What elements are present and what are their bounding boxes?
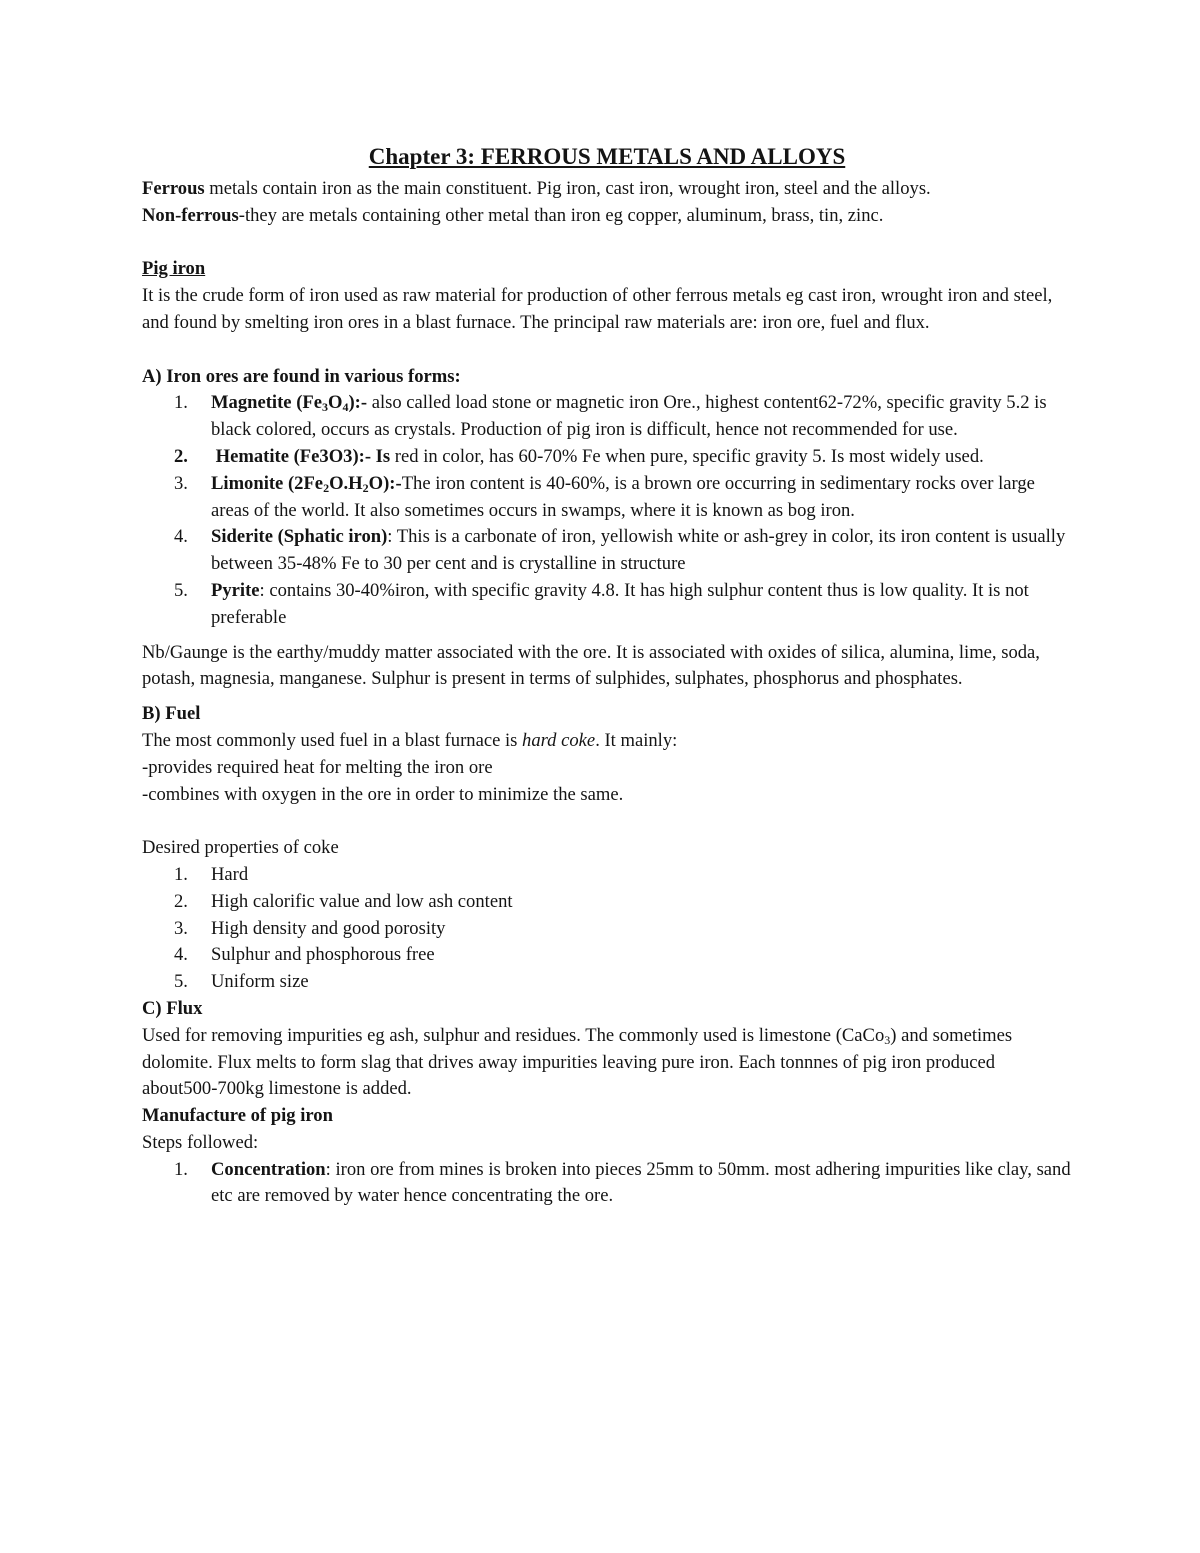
flux-paragraph: Used for removing impurities eg ash, sulphur and residues. The commonly used is limestone (CaCo$_3$) and sometimes dolomite. Flux melts to form slag that drives away impurities leaving pure iron. Each tonnnes of pig iron produced about500-700kg limestone is added.: [142, 1024, 1013, 1100]
ore-name: Magnetite $(Fe_3O_4):-$: [211, 392, 368, 415]
ore-name: Siderite (Sphatic iron): [211, 526, 388, 548]
ore-name: Limonite $(2Fe_2O.H_2O):-$: [211, 472, 402, 495]
list-item: 1. Magnetite $(Fe_3O_4):-$ also called load stone or magnetic iron Ore., highest content62-72%, specific gravity 5.2 is black colored, occurs as crystals. Production of pig iron is difficult, hence not recommended for use.: [174, 392, 1047, 441]
pig-iron-heading: Pig iron: [142, 258, 206, 280]
ferrous-term: Ferrous: [142, 178, 205, 199]
pig-iron-paragraph: It is the crude form of iron used as raw material for production of other ferrous metals eg cast iron, wrought iron and steel, and found by smelting iron ores in a blast furnace. The principal raw materials are: iron ore, fuel and flux.: [142, 285, 1053, 333]
ores-heading: A) Iron ores are found in various forms:: [142, 365, 461, 387]
manufacture-steps-list: [142, 1157, 1072, 1211]
coke-properties-heading: Desired properties of coke: [142, 837, 339, 859]
gaunge-paragraph: Nb/Gaunge is the earthy/muddy matter associated with the ore. It is associated with oxides of silica, alumina, lime, soda, potash, magnesia, manganese. Sulphur is present in terms of sulphides, sulphates, phosphorus and phosphates.: [142, 641, 1040, 690]
ore-name: Hematite (Fe3O3):- Is: [211, 445, 391, 467]
fuel-line-1: -provides required heat for melting the iron ore: [142, 756, 493, 778]
list-item: 2. High calorific value and low ash content: [174, 890, 513, 912]
manufacture-heading: Manufacture of pig iron: [142, 1105, 333, 1127]
fuel-line-2: -combines with oxygen in the ore in order to minimize the same.: [142, 783, 624, 805]
nonferrous-term: Non-ferrous: [142, 204, 239, 226]
list-item: 3. Limonite $(2Fe_2O.H_2O)$:-The iron content is 40-60%, is a brown ore occurring in sedimentary rocks over large areas of the world. It also sometimes occurs in swamps, where it is known as bog iron.: [174, 472, 1035, 521]
chapter-title: Chapter 3: FERROUS METALS AND ALLOYS: [368, 144, 846, 169]
document-page: [142, 142, 1072, 1210]
ores-list: [142, 390, 1072, 631]
list-item: 1. Concentration: iron ore from mines is broken into pieces 25mm to 50mm. most adhering impurities like clay, sand etc are removed by water hence concentrating the ore.: [174, 1158, 1071, 1207]
steps-label: Steps followed:: [142, 1131, 259, 1153]
nonferrous-definition: Non-ferrous-they are metals containing other metal than iron eg copper, aluminum, brass, tin, zinc.: [142, 204, 884, 226]
flux-heading: C) Flux: [142, 997, 203, 1019]
list-item: 1. Hard: [174, 863, 249, 885]
fuel-heading: B) Fuel: [142, 703, 201, 725]
list-item: 4. Sulphur and phosphorous free: [174, 944, 435, 966]
ore-name: Pyrite: [211, 579, 260, 601]
list-item: 3. High density and good porosity: [174, 917, 446, 939]
ferrous-definition: Ferrous metals contain iron as the main constituent. Pig iron, cast iron, wrought iron, steel and the alloys.: [142, 178, 931, 199]
list-item: 5. Uniform size: [174, 971, 309, 993]
list-item: 4. Siderite (Sphatic iron): This is a carbonate of iron, yellowish white or ash-grey in color, its iron content is usually between 35-48% Fe to 30 per cent and is crystalline in structure: [174, 526, 1066, 575]
coke-properties-list: [142, 862, 1072, 996]
list-item: 2. Hematite (Fe3O3):- Is red in color, has 60-70% Fe when pure, specific gravity 5. Is most widely used.: [174, 445, 984, 467]
fuel-paragraph: The most commonly used fuel in a blast furnace is hard coke. It mainly:: [142, 729, 678, 751]
list-item: 5. Pyrite: contains 30-40%iron, with specific gravity 4.8. It has high sulphur content thus is low quality. It is not preferable: [174, 579, 1029, 628]
